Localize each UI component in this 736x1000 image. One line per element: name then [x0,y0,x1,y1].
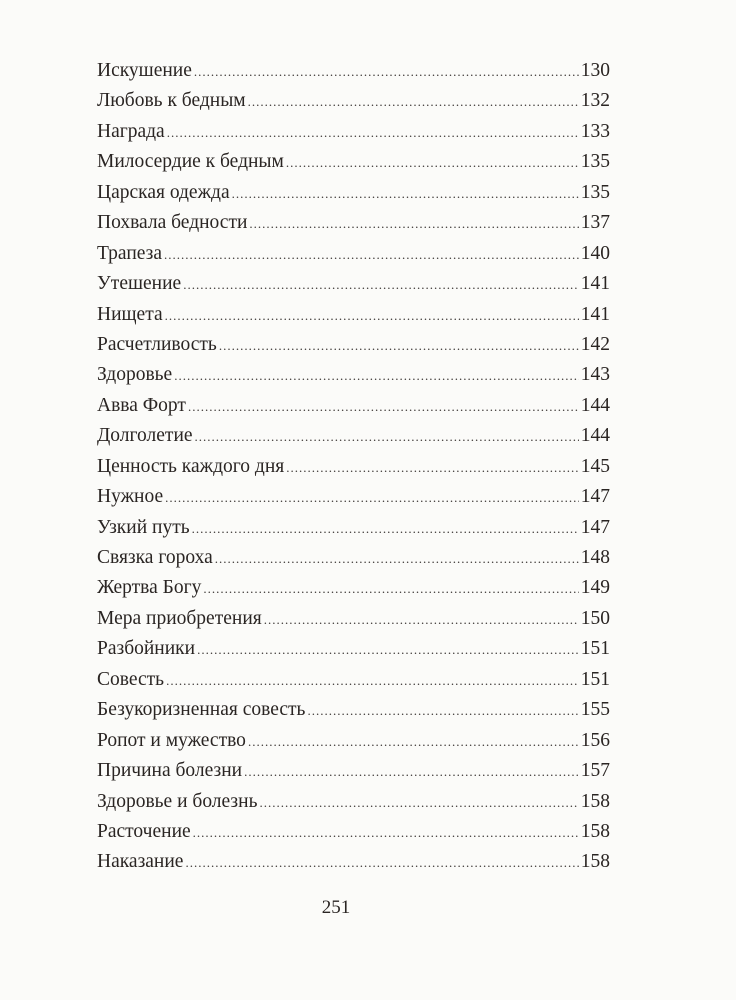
toc-entry [97,791,610,821]
dot-leader [188,399,579,415]
dot-leader [183,277,579,293]
toc-entry-page: 144 [580,394,610,416]
toc-entry-page: 143 [580,364,610,386]
toc-entry-page: 140 [580,242,610,264]
dot-leader [195,429,579,445]
toc-entry-title: Ценность каждого дня [97,455,285,477]
toc-entry-page: 150 [580,607,610,629]
toc-entry-page: 147 [580,516,610,538]
toc-entry-title: Долголетие [97,425,193,447]
toc-entry-title: Мера приобретения [97,607,262,629]
table-of-contents [97,60,610,882]
dot-leader [215,551,579,567]
toc-entry-title: Расчетливость [97,333,217,355]
dot-leader [248,734,579,750]
toc-entry-title: Жертва Богу [97,577,202,599]
dot-leader [286,460,579,476]
dot-leader [244,764,579,780]
toc-entry-title: Нужное [97,486,164,508]
toc-entry [97,608,610,638]
dot-leader [194,64,579,80]
dot-leader [167,125,579,141]
toc-entry [97,90,610,120]
toc-entry-page: 133 [580,120,610,142]
toc-entry-title: Трапеза [97,242,163,264]
dot-leader [185,855,578,871]
toc-entry-title: Искушение [97,60,192,81]
toc-entry-page: 135 [580,151,610,173]
toc-entry [97,699,610,729]
toc-entry-page: 151 [580,668,610,690]
toc-entry-title: Безукоризненная совесть [97,699,306,721]
dot-leader [193,825,579,841]
toc-entry-title: Авва Форт [97,394,186,416]
dot-leader [165,308,579,324]
toc-entry-title: Расточение [97,820,191,842]
toc-entry-page: 147 [580,486,610,508]
toc-entry-page: 148 [580,547,610,568]
toc-entry-title: Награда [97,120,165,142]
toc-entry-page: 156 [580,729,610,751]
toc-entry [97,821,610,851]
toc-entry [97,730,610,760]
toc-entry-title: Здоровье [97,364,173,386]
toc-entry-title: Утешение [97,273,182,295]
toc-entry [97,851,610,881]
dot-leader [249,216,578,232]
dot-leader [248,94,579,110]
dot-leader [192,521,579,537]
toc-entry [97,425,610,455]
dot-leader [197,642,579,658]
toc-entry [97,669,610,699]
toc-entry-page: 158 [580,820,610,842]
toc-entry-page: 137 [580,212,610,234]
toc-entry-page: 130 [580,60,610,81]
toc-entry-page: 132 [580,90,610,112]
toc-entry [97,243,610,273]
toc-entry-title: Милосердие к бедным [97,151,284,173]
toc-entry-title: Узкий путь [97,516,190,538]
toc-entry [97,395,610,425]
toc-entry-page: 141 [580,273,610,295]
toc-entry-title: Любовь к бедным [97,90,246,112]
toc-entry-title: Царская одежда [97,181,230,203]
dot-leader [286,155,579,171]
toc-entry-title: Ропот и мужество [97,729,246,751]
dot-leader [219,338,579,354]
toc-entry [97,334,610,364]
dot-leader [174,368,579,384]
toc-entry [97,577,610,607]
toc-entry-title: Здоровье и болезнь [97,790,258,812]
dot-leader [203,581,578,597]
toc-entry [97,60,610,90]
toc-entry [97,151,610,181]
dot-leader [307,703,578,719]
toc-entry [97,273,610,303]
dot-leader [165,490,579,506]
toc-entry [97,212,610,242]
toc-entry [97,121,610,151]
toc-entry-page: 158 [580,851,610,873]
toc-entry-page: 155 [580,699,610,721]
dot-leader [264,612,579,628]
toc-entry-page: 158 [580,790,610,812]
toc-entry-title: Совесть [97,668,165,690]
toc-entry-title: Наказание [97,851,184,873]
toc-entry-page: 135 [580,181,610,203]
toc-entry-page: 141 [580,303,610,325]
toc-entry [97,638,610,668]
toc-entry-title: Причина болезни [97,760,243,782]
toc-entry-title: Похвала бедности [97,212,248,234]
toc-entry [97,760,610,790]
toc-entry [97,182,610,212]
toc-entry [97,364,610,394]
toc-entry-page: 145 [580,455,610,477]
toc-entry-title: Разбойники [97,638,196,660]
dot-leader [232,186,579,202]
toc-entry [97,547,610,577]
toc-entry [97,304,610,334]
toc-entry [97,486,610,516]
toc-entry-title: Нищета [97,303,163,325]
toc-entry-page: 157 [580,760,610,782]
dot-leader [166,673,579,689]
toc-entry [97,456,610,486]
toc-entry-title: Связка гороха [97,547,213,568]
dot-leader [164,247,579,263]
toc-entry-page: 142 [580,333,610,355]
toc-entry [97,517,610,547]
dot-leader [259,795,578,811]
toc-entry-page: 151 [580,638,610,660]
toc-entry-page: 149 [580,577,610,599]
page-number: 251 [321,897,351,918]
toc-entry-page: 144 [580,425,610,447]
